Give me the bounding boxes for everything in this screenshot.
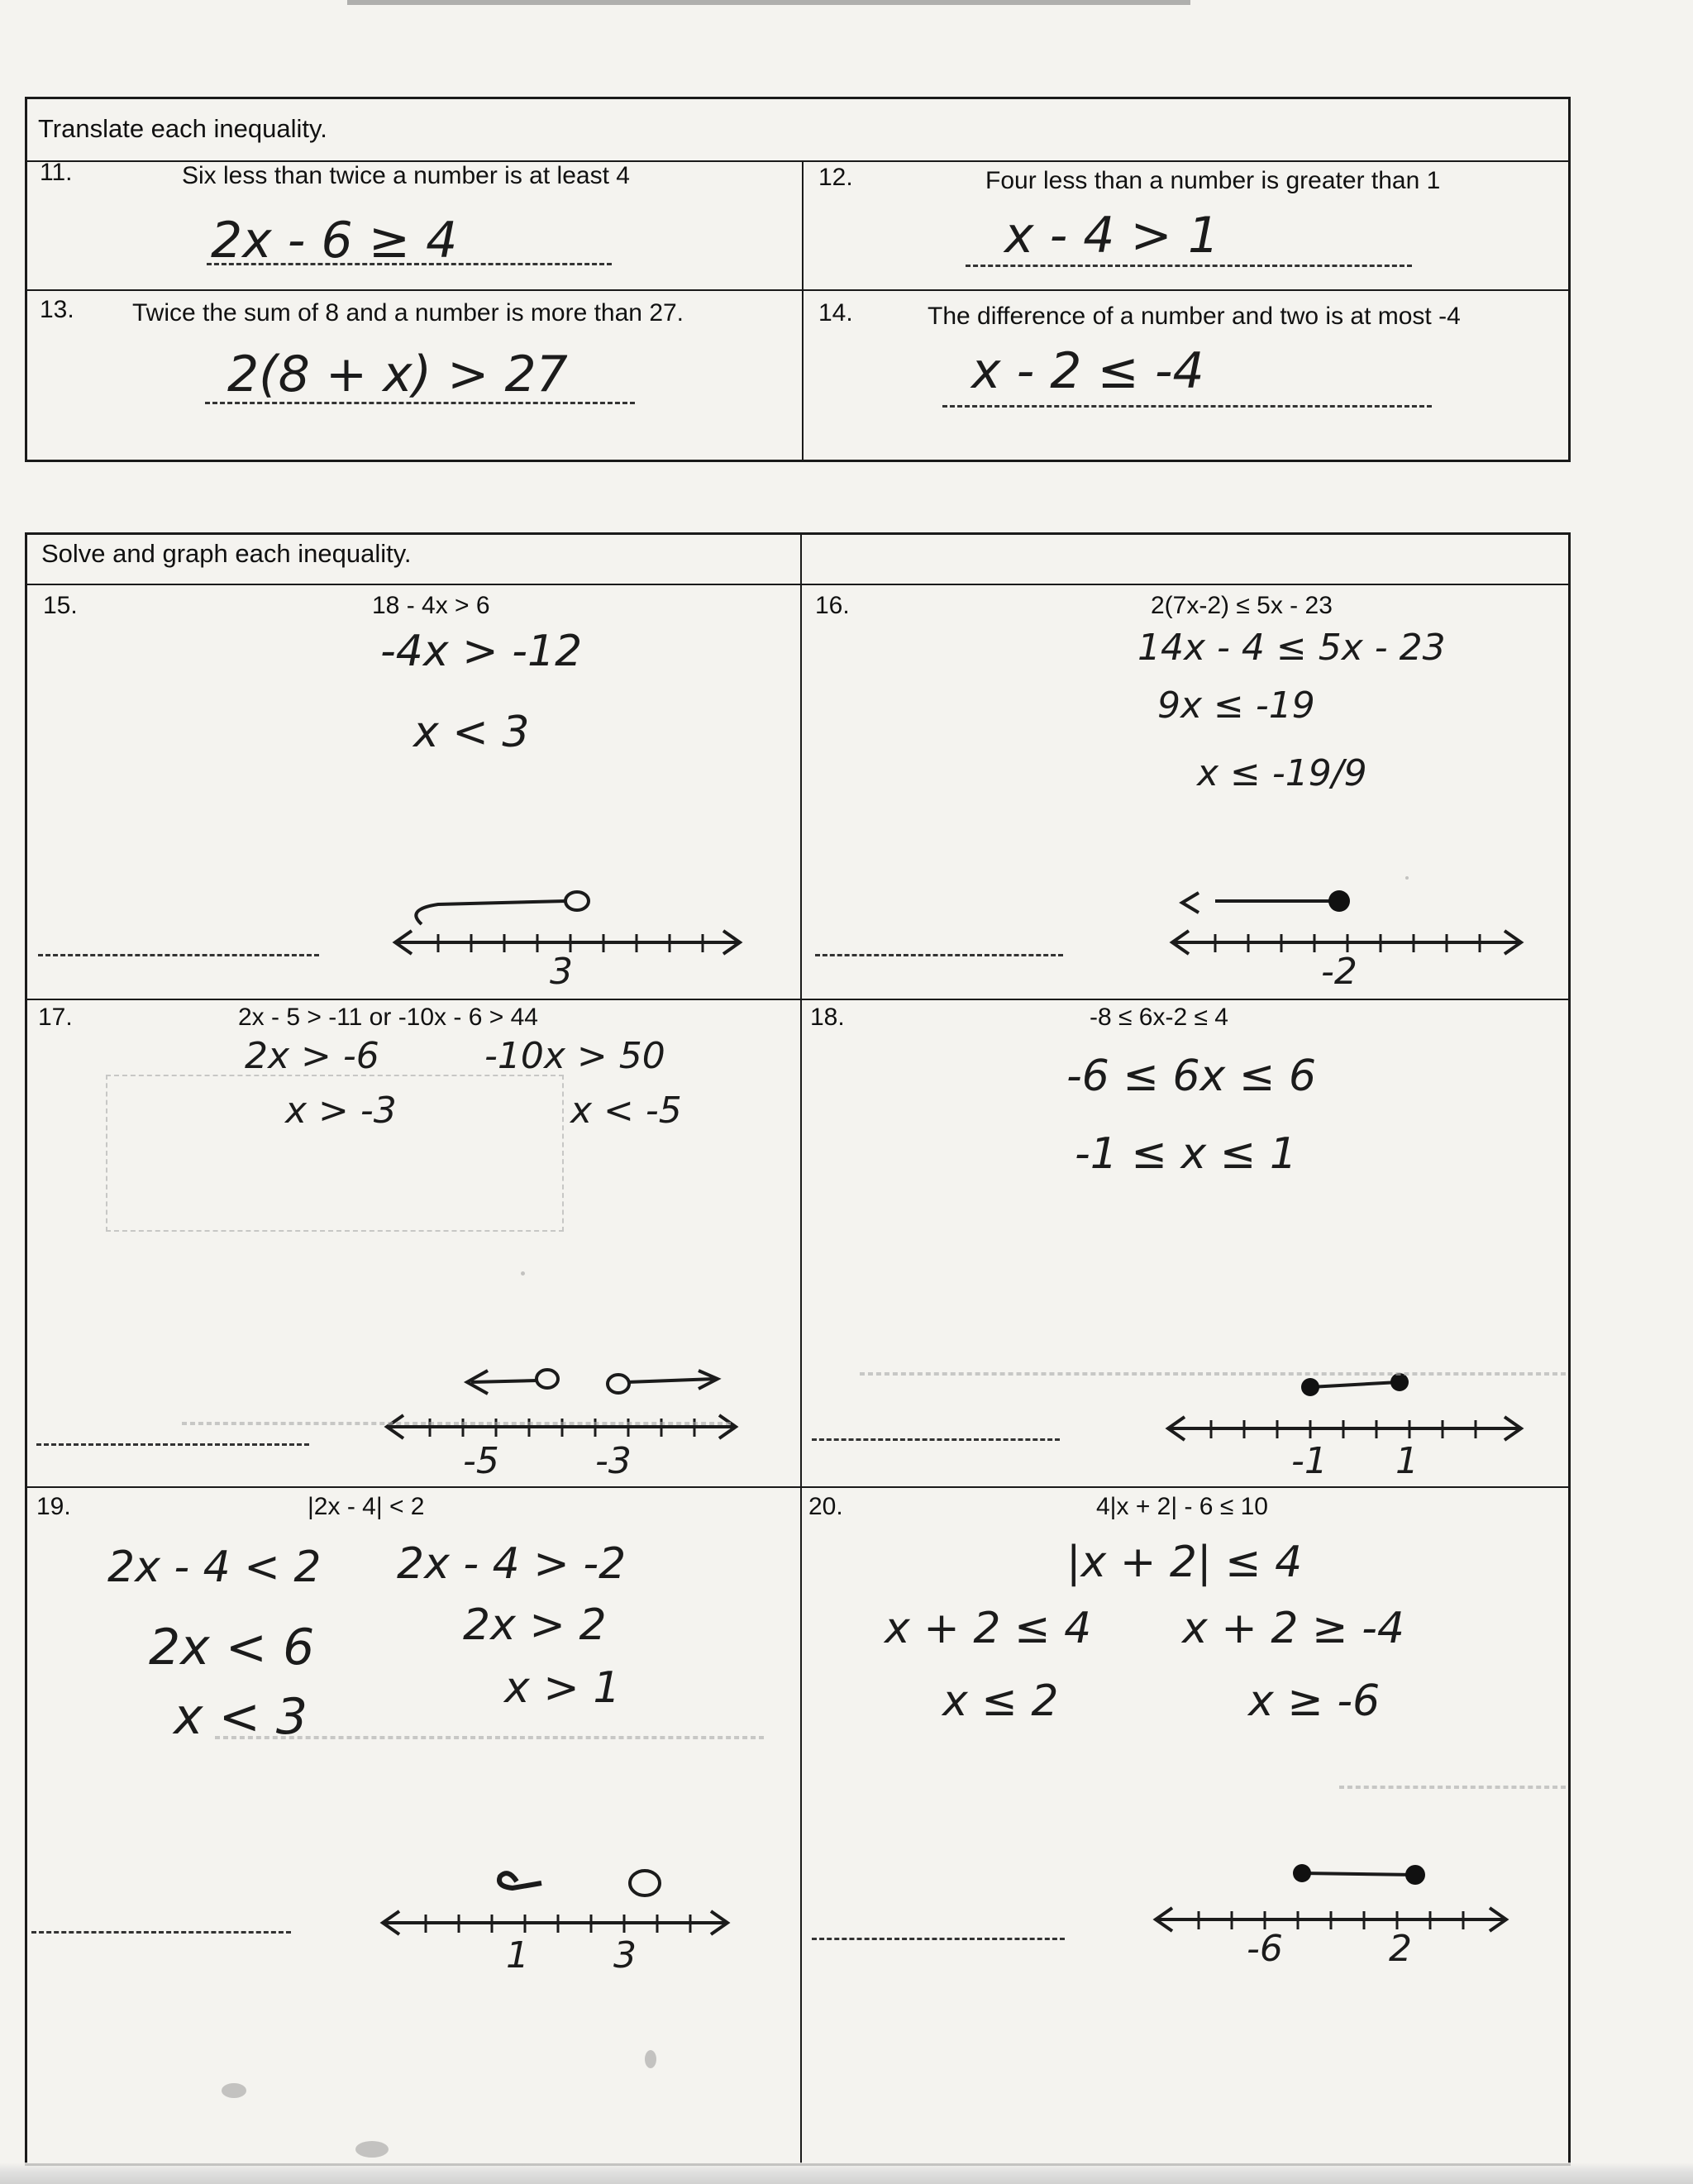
closed-circle	[1293, 1864, 1311, 1882]
answer-blank	[205, 402, 635, 404]
solution-ray	[416, 901, 566, 924]
work-line: x ≤ 2	[942, 1676, 1059, 1726]
problem-prompt: Four less than a number is greater than 1	[985, 167, 1441, 194]
problem-prompt: -8 ≤ 6x-2 ≤ 4	[1090, 1004, 1228, 1031]
bleed-through-line	[215, 1736, 764, 1739]
problem-number: 15.	[43, 592, 78, 619]
answer-blank	[815, 954, 1063, 956]
bleed-through-box	[106, 1075, 564, 1232]
work-line: 14x - 4 ≤ 5x - 23	[1137, 627, 1446, 669]
graph-label: 3	[550, 951, 573, 993]
problem-number: 20.	[808, 1493, 843, 1520]
scan-speck	[1405, 876, 1409, 880]
handwritten-answer: x - 4 > 1	[1004, 207, 1220, 265]
solution-ray-left	[467, 1371, 537, 1394]
problem-prompt: |2x - 4| < 2	[308, 1493, 425, 1520]
open-circle	[537, 1370, 558, 1388]
solve-header-divider	[26, 584, 1569, 585]
graph-label: -6	[1247, 1928, 1283, 1970]
open-circle	[630, 1871, 660, 1896]
problem-number: 18.	[810, 1004, 845, 1031]
open-circle	[608, 1375, 629, 1393]
problem-prompt: 2x - 5 > -11 or -10x - 6 > 44	[238, 1004, 538, 1031]
work-line: 2x > 2	[463, 1600, 607, 1650]
graph-label: 1	[506, 1934, 529, 1977]
work-line: -10x > 50	[484, 1035, 665, 1077]
problem-prompt: Twice the sum of 8 and a number is more than 27.	[132, 299, 684, 327]
work-line: -4x > -12	[380, 627, 583, 676]
open-circle	[565, 892, 589, 910]
problem-prompt: 4|x + 2| - 6 ≤ 10	[1096, 1493, 1268, 1520]
handwritten-answer: x - 2 ≤ -4	[971, 342, 1204, 400]
work-line: x + 2 ≤ 4	[885, 1604, 1092, 1653]
work-line: -6 ≤ 6x ≤ 6	[1066, 1051, 1317, 1101]
work-line: x + 2 ≥ -4	[1182, 1604, 1404, 1653]
number-line-17	[380, 1362, 744, 1453]
scan-edge-top	[347, 0, 1190, 5]
open-circle-scribbled	[499, 1873, 541, 1888]
section-header: Solve and graph each inequality.	[41, 539, 412, 568]
solution-ray-right	[628, 1371, 718, 1389]
answer-blank	[207, 263, 612, 265]
problem-prompt: 2(7x-2) ≤ 5x - 23	[1151, 592, 1333, 619]
handwritten-answer: 2(8 + x) > 27	[227, 346, 568, 403]
work-line: x ≤ -19/9	[1197, 752, 1367, 794]
problem-prompt: Six less than twice a number is at least 4	[182, 162, 630, 189]
graph-label: -5	[463, 1440, 499, 1482]
work-line: x ≥ -6	[1248, 1676, 1381, 1726]
problem-prompt: The difference of a number and two is at most -4	[928, 303, 1461, 330]
scan-speck	[645, 2050, 656, 2068]
work-line: 2x - 4 < 2	[107, 1543, 322, 1592]
problem-number: 12.	[818, 164, 853, 191]
number-line-20	[1149, 1848, 1521, 1939]
closed-circle	[1405, 1865, 1425, 1885]
work-line: 2x < 6	[149, 1619, 315, 1676]
work-line: x < -5	[570, 1090, 682, 1132]
solve-column-divider	[800, 534, 802, 2164]
solution-ray	[1182, 893, 1335, 913]
answer-blank	[31, 1931, 291, 1934]
problem-number: 17.	[38, 1004, 73, 1031]
closed-circle	[1328, 890, 1350, 912]
work-line: 2x - 4 > -2	[397, 1539, 627, 1589]
problem-number: 16.	[815, 592, 850, 619]
graph-label: 1	[1395, 1440, 1419, 1482]
graph-label: -1	[1291, 1440, 1328, 1482]
work-line: -1 ≤ x ≤ 1	[1075, 1129, 1297, 1179]
number-line-19	[376, 1852, 740, 1943]
solution-segment	[1310, 1382, 1399, 1387]
solve-row-divider-2	[26, 1486, 1569, 1488]
answer-blank	[38, 954, 319, 956]
work-line: 2x > -6	[245, 1035, 379, 1077]
work-line: x < 3	[174, 1688, 308, 1746]
answer-blank	[966, 265, 1412, 267]
scan-speck	[222, 2083, 246, 2098]
closed-circle	[1301, 1378, 1319, 1396]
problem-number: 13.	[40, 296, 74, 323]
handwritten-answer: 2x - 6 ≥ 4	[211, 212, 458, 269]
answer-blank	[812, 1938, 1065, 1940]
answer-blank	[36, 1443, 309, 1446]
number-line-18	[1161, 1364, 1533, 1455]
problem-number: 11.	[40, 159, 73, 186]
bleed-through-line	[860, 1372, 1566, 1376]
solution-segment	[1302, 1873, 1415, 1875]
work-line: x < 3	[413, 708, 530, 757]
work-line: |x + 2| ≤ 4	[1066, 1538, 1303, 1587]
scan-speck	[355, 2141, 389, 2158]
translate-column-divider	[802, 161, 804, 460]
answer-blank	[812, 1438, 1060, 1441]
problem-prompt: 18 - 4x > 6	[372, 592, 490, 619]
bleed-through-line	[1339, 1786, 1566, 1789]
answer-blank	[942, 405, 1432, 408]
scan-edge-bottom	[0, 2163, 1693, 2184]
work-line: x > -3	[285, 1090, 397, 1132]
bleed-through-line	[182, 1422, 731, 1425]
graph-label: -3	[595, 1440, 632, 1482]
section-header: Translate each inequality.	[38, 114, 327, 143]
translate-row-divider	[26, 289, 1569, 291]
graph-label: 3	[613, 1934, 637, 1977]
work-line: 9x ≤ -19	[1157, 684, 1315, 727]
graph-label: -2	[1321, 951, 1357, 993]
problem-number: 14.	[818, 299, 853, 327]
scan-speck	[521, 1271, 525, 1276]
work-line: x > 1	[504, 1663, 621, 1713]
solve-row-divider-1	[26, 999, 1569, 1000]
problem-number: 19.	[36, 1493, 71, 1520]
closed-circle	[1390, 1373, 1409, 1391]
graph-label: 2	[1389, 1928, 1412, 1970]
